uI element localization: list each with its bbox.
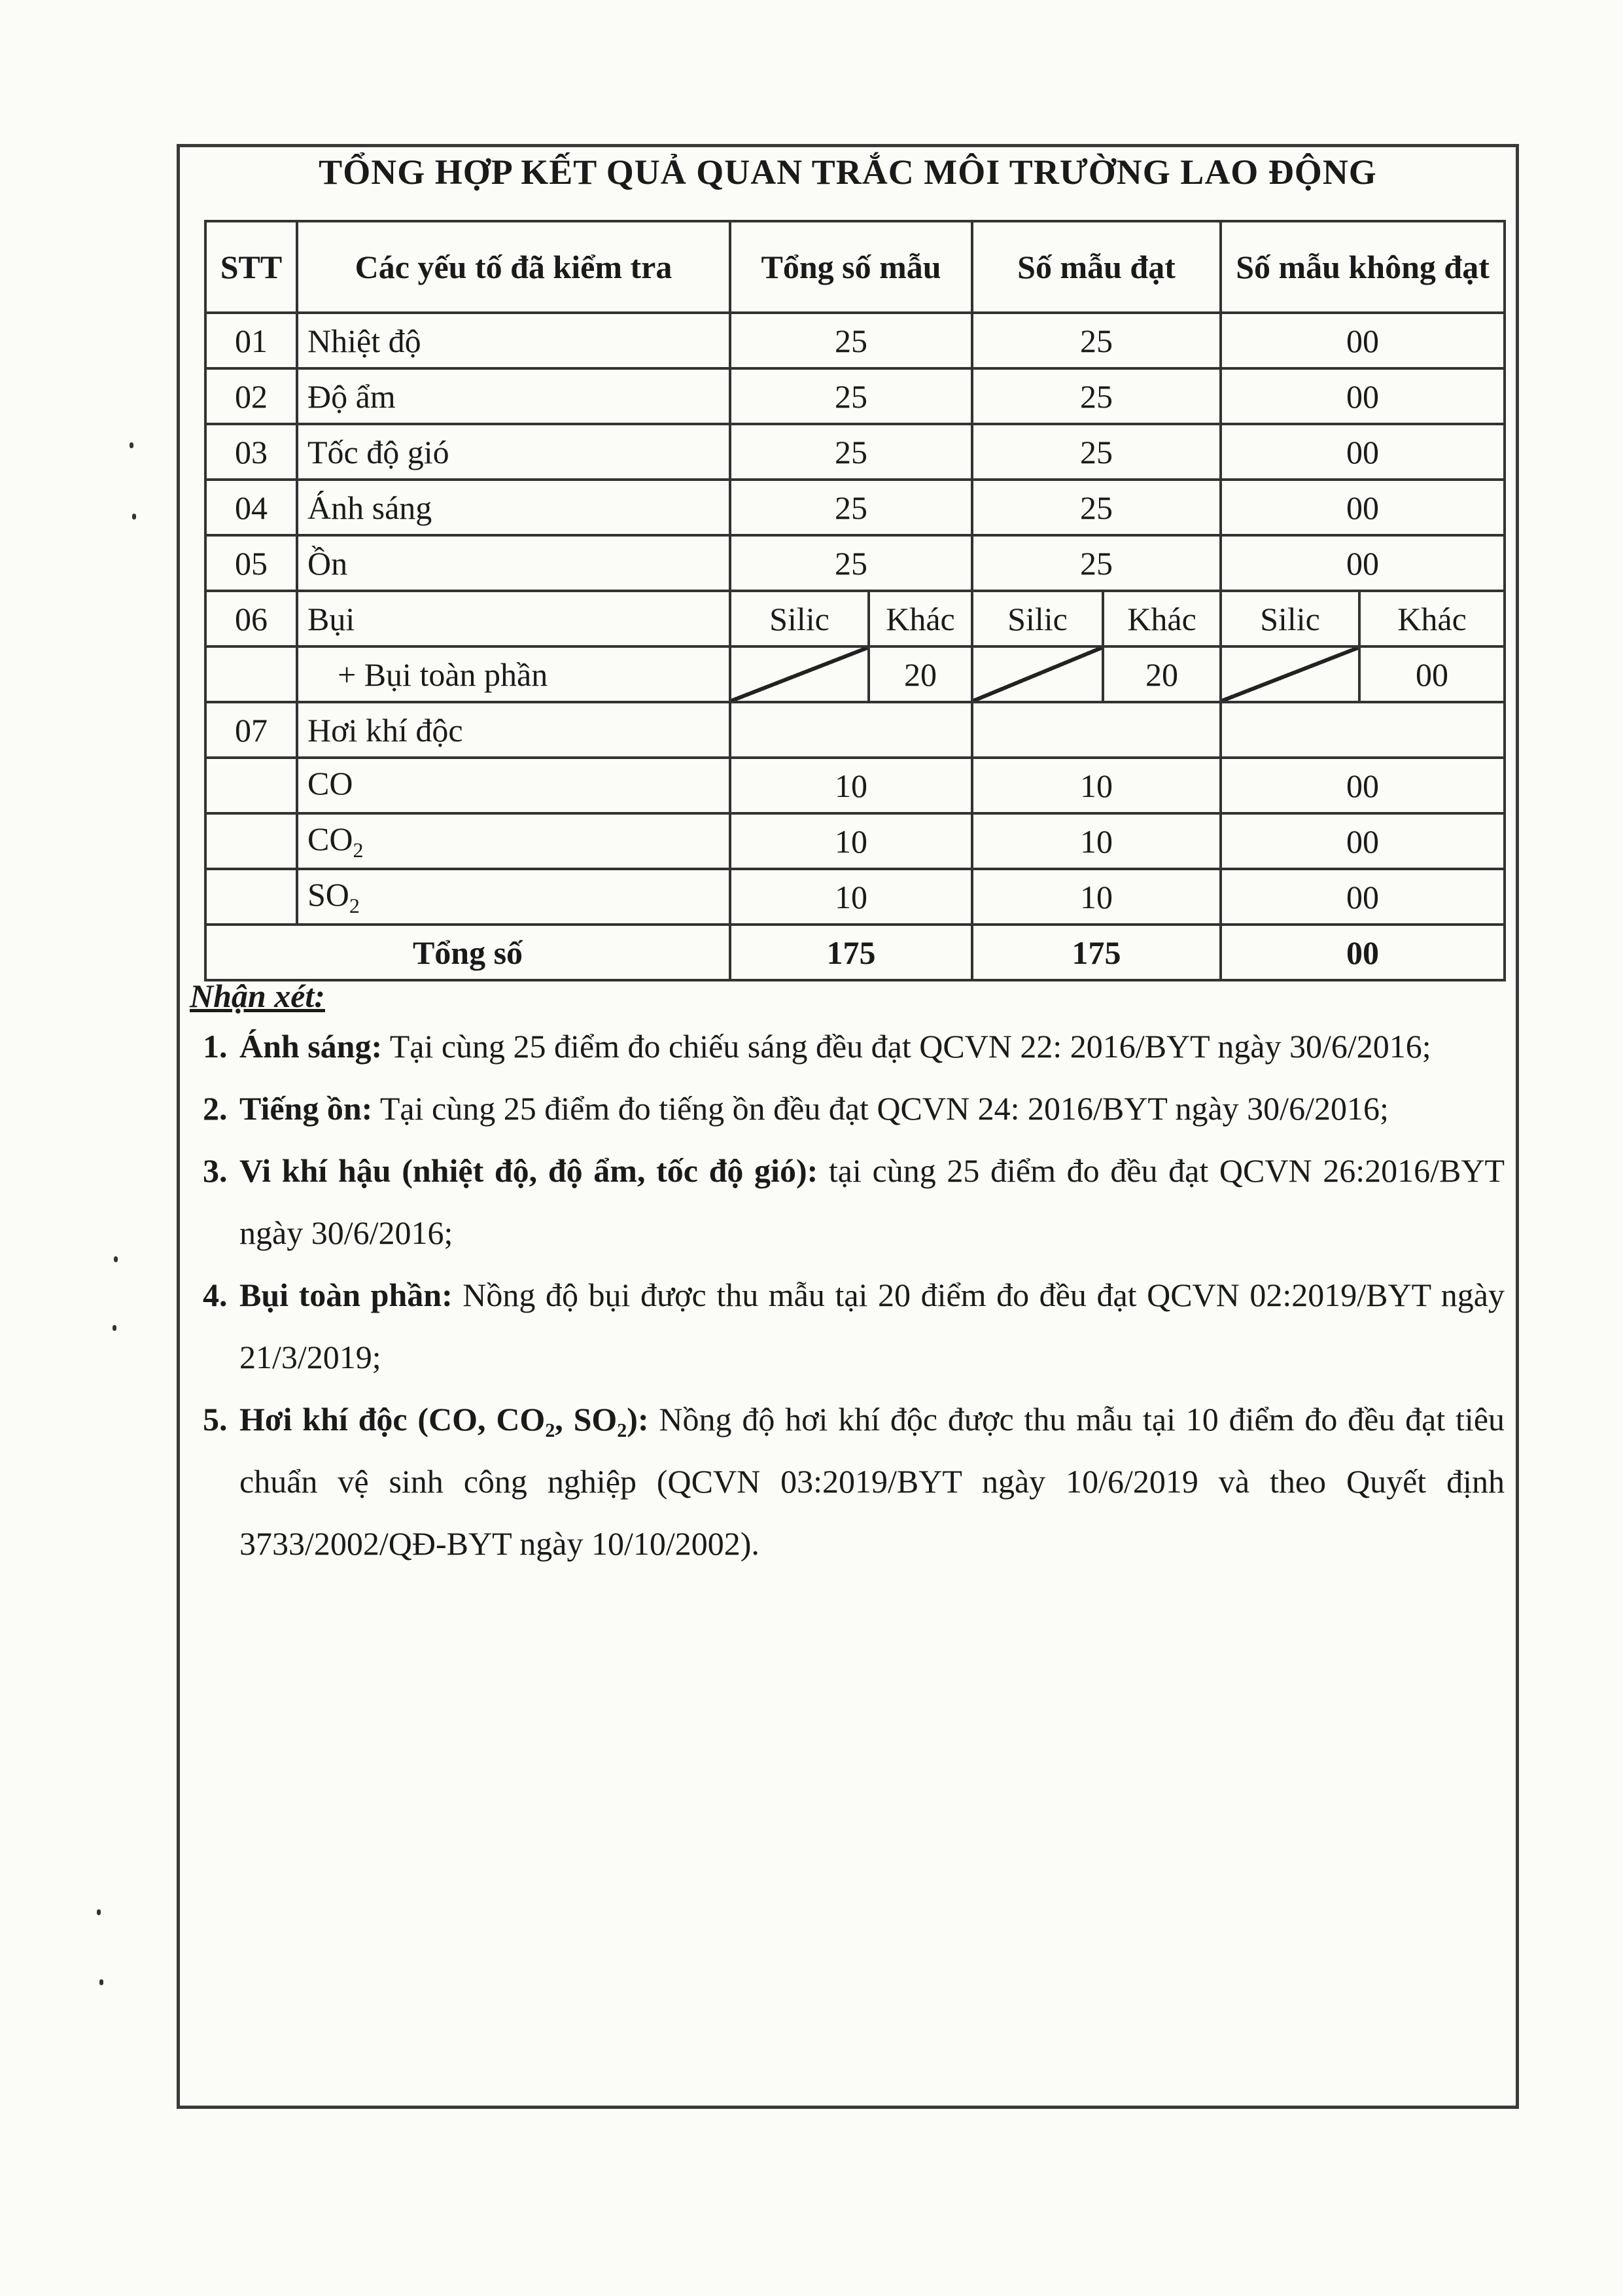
table-row xyxy=(205,424,1505,480)
list-item: 1. Ánh sáng: Tại cùng 25 điểm đo chiếu sáng đều đạt QCVN 22: 2016/BYT ngày 30/6/2016; xyxy=(236,1016,1505,1078)
row-fail: 00 xyxy=(1221,869,1505,925)
remarks-section xyxy=(190,976,1505,1575)
row-pass: 10 xyxy=(972,813,1221,869)
remarks-list xyxy=(190,1016,1505,1575)
row-pass: 25 xyxy=(972,424,1221,480)
scan-speck xyxy=(132,514,136,520)
row-fail: 00 xyxy=(1221,813,1505,869)
row-stt: 05 xyxy=(205,535,297,591)
remarks-heading: Nhận xét: xyxy=(190,978,325,1014)
report-title: TỔNG HỢP KẾT QUẢ QUAN TRẮC MÔI TRƯỜNG LAO ĐỘNG xyxy=(319,152,1377,192)
row-factor: Hơi khí độc xyxy=(297,702,730,758)
dust-header-row xyxy=(205,591,1505,646)
row-pass: 25 xyxy=(972,480,1221,535)
row-fail: 00 xyxy=(1221,758,1505,813)
diagonal-cell xyxy=(730,646,869,702)
row-factor: Độ ẩm xyxy=(297,368,730,424)
header-pass: Số mẫu đạt xyxy=(972,221,1221,313)
row-factor: Nhiệt độ xyxy=(297,313,730,368)
row-stt: 01 xyxy=(205,313,297,368)
row-factor: Bụi xyxy=(297,591,730,646)
header-stt: STT xyxy=(205,221,297,313)
silic-label: Silic xyxy=(972,591,1103,646)
row-pass: 10 xyxy=(972,869,1221,925)
row-stt: 03 xyxy=(205,424,297,480)
silic-label: Silic xyxy=(1221,591,1359,646)
row-total: 10 xyxy=(730,813,972,869)
table-row xyxy=(205,480,1505,535)
other-label: Khác xyxy=(869,591,972,646)
row-pass: 25 xyxy=(972,535,1221,591)
diagonal-cell xyxy=(1221,646,1359,702)
table-row xyxy=(205,313,1505,368)
row-factor: Ồn xyxy=(297,535,730,591)
table-row xyxy=(205,535,1505,591)
row-stt: 07 xyxy=(205,702,297,758)
scan-speck xyxy=(114,1256,118,1262)
row-fail: 00 xyxy=(1221,424,1505,480)
row-fail: 00 xyxy=(1221,368,1505,424)
row-total: 25 xyxy=(730,424,972,480)
row-stt: 04 xyxy=(205,480,297,535)
header-total: Tổng số mẫu xyxy=(730,221,972,313)
row-fail: 00 xyxy=(1221,535,1505,591)
scan-speck xyxy=(99,1979,103,1985)
other-label: Khác xyxy=(1103,591,1221,646)
scan-speck xyxy=(97,1909,101,1915)
table-row xyxy=(205,869,1505,925)
table-row xyxy=(205,758,1505,813)
gas-header-row xyxy=(205,702,1505,758)
row-total: 20 xyxy=(869,646,972,702)
row-pass: 25 xyxy=(972,368,1221,424)
list-item: 3. Vi khí hậu (nhiệt độ, độ ẩm, tốc độ gió): tại cùng 25 điểm đo đều đạt QCVN 26:2016/BYT ngày 30/6/2016; xyxy=(236,1140,1505,1264)
row-stt: 02 xyxy=(205,368,297,424)
total-row xyxy=(205,925,1505,980)
silic-label: Silic xyxy=(730,591,869,646)
row-factor: Tốc độ gió xyxy=(297,424,730,480)
scan-speck xyxy=(113,1325,116,1331)
table-row xyxy=(205,813,1505,869)
total-fail: 00 xyxy=(1221,925,1505,980)
row-factor: + Bụi toàn phần xyxy=(297,646,730,702)
row-factor: $CO_2$ xyxy=(297,813,730,869)
row-fail: 00 xyxy=(1221,480,1505,535)
total-count: 175 xyxy=(730,925,972,980)
dust-total-row xyxy=(205,646,1505,702)
row-pass: 25 xyxy=(972,313,1221,368)
row-factor: $SO_2$ xyxy=(297,869,730,925)
row-stt-empty xyxy=(205,869,297,925)
row-fail: 00 xyxy=(1221,313,1505,368)
header-row xyxy=(205,221,1505,313)
empty-cell xyxy=(730,702,972,758)
empty-cell xyxy=(1221,702,1505,758)
row-total: 25 xyxy=(730,535,972,591)
results-table xyxy=(204,220,1506,981)
row-stt-empty xyxy=(205,813,297,869)
header-factor: Các yếu tố đã kiểm tra xyxy=(297,221,730,313)
row-factor: CO xyxy=(297,758,730,813)
total-pass: 175 xyxy=(972,925,1221,980)
row-total: 25 xyxy=(730,480,972,535)
row-stt-empty xyxy=(205,758,297,813)
other-label: Khác xyxy=(1359,591,1505,646)
list-item: 4. Bụi toàn phần: Nồng độ bụi được thu mẫu tại 20 điểm đo đều đạt QCVN 02:2019/BYT ngày 21/3/2019; xyxy=(236,1264,1505,1388)
row-pass: 20 xyxy=(1103,646,1221,702)
row-factor: Ánh sáng xyxy=(297,480,730,535)
empty-cell xyxy=(972,702,1221,758)
row-fail: 00 xyxy=(1359,646,1505,702)
list-item: 5. Hơi khí độc (CO, CO₂, SO₂): Nồng độ hơi khí độc được thu mẫu tại 10 điểm đo đều đạt tiêu chuẩn vệ sinh công nghiệp (QCVN 03:2019/BYT ngày 10/6/2019 và theo Quyết định 3733/2002/QĐ-BYT ngày 10/10/2002). xyxy=(236,1388,1505,1575)
list-item: 2. Tiếng ồn: Tại cùng 25 điểm đo tiếng ồn đều đạt QCVN 24: 2016/BYT ngày 30/6/2016; xyxy=(236,1078,1505,1140)
row-stt-empty xyxy=(205,646,297,702)
row-pass: 10 xyxy=(972,758,1221,813)
diagonal-cell xyxy=(972,646,1103,702)
header-fail: Số mẫu không đạt xyxy=(1221,221,1505,313)
row-total: 25 xyxy=(730,313,972,368)
total-label: Tổng số xyxy=(205,925,730,980)
row-total: 25 xyxy=(730,368,972,424)
row-total: 10 xyxy=(730,758,972,813)
table-row xyxy=(205,368,1505,424)
row-total: 10 xyxy=(730,869,972,925)
row-stt: 06 xyxy=(205,591,297,646)
scan-speck xyxy=(130,442,133,448)
